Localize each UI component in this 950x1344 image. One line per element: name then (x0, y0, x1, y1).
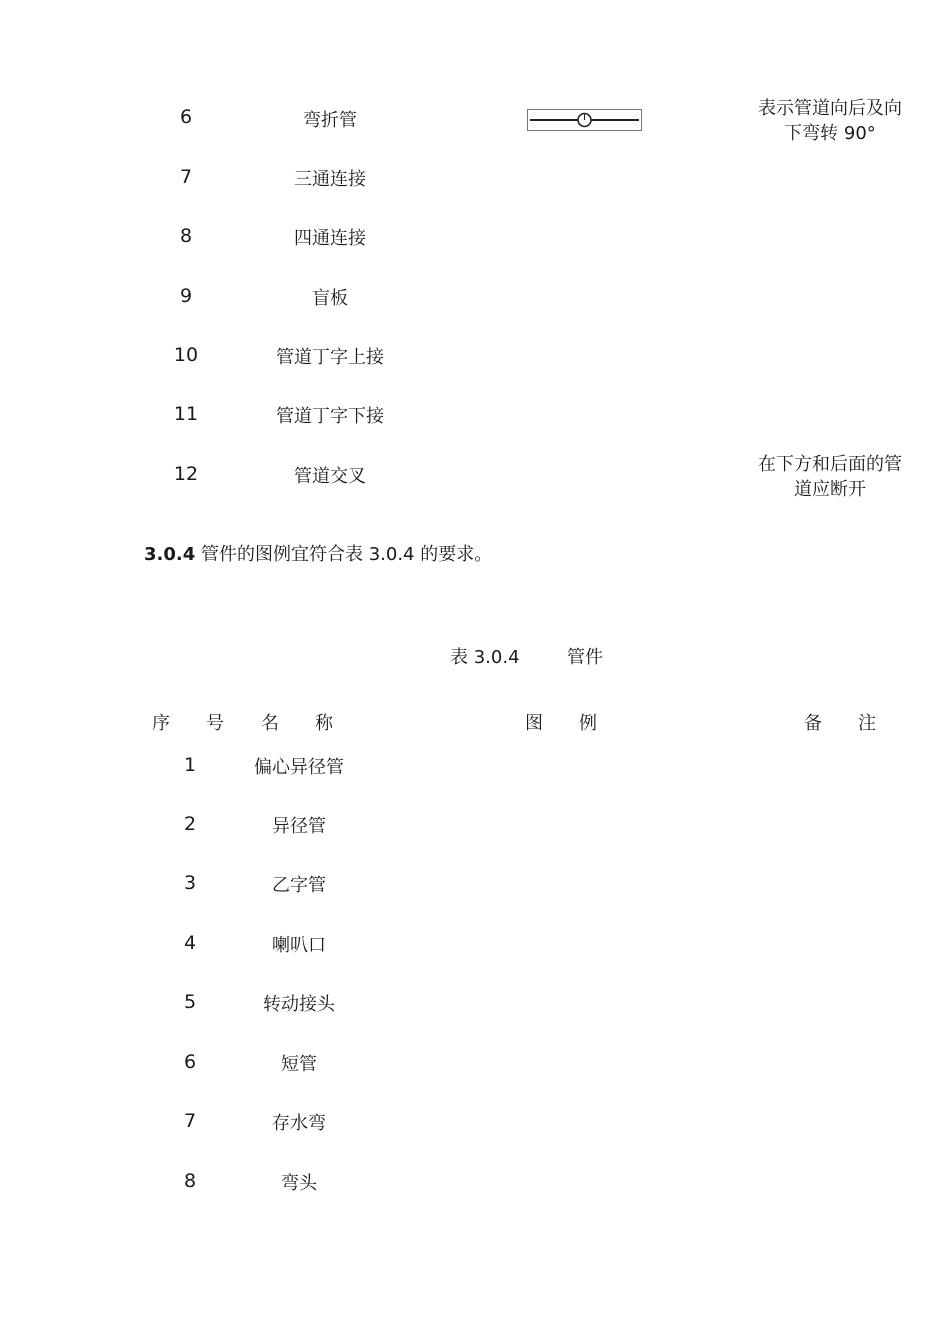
note-line: 在下方和后面的管 (758, 454, 902, 475)
row-name: 四通连接 (294, 228, 366, 249)
row-number: 8 (183, 1170, 197, 1192)
row-number: 5 (183, 991, 197, 1013)
header-legend: 图 例 (525, 713, 597, 734)
section-text: 管件的图例宜符合表 3.0.4 的要求。 (200, 544, 493, 565)
bent-pipe-svg (528, 110, 641, 130)
row-number: 7 (183, 1110, 197, 1132)
row-number: 3 (183, 872, 197, 894)
row-number: 8 (179, 225, 193, 247)
row-number: 9 (179, 285, 193, 307)
row-number: 6 (183, 1051, 197, 1073)
row-number: 12 (173, 463, 199, 485)
row-number: 4 (183, 932, 197, 954)
row-number: 1 (183, 754, 197, 776)
note-line: 道应断开 (794, 479, 866, 500)
note-line: 表示管道向后及向 (758, 98, 902, 119)
header-name: 名 称 (261, 713, 333, 734)
row-number: 2 (183, 813, 197, 835)
row-number: 11 (173, 403, 199, 425)
row-number: 6 (179, 106, 193, 128)
row-name: 管道丁字上接 (276, 347, 384, 368)
row-name: 短管 (281, 1054, 317, 1075)
bent-pipe-symbol-icon (527, 109, 642, 131)
row-name: 弯头 (281, 1173, 317, 1194)
header-remark: 备 注 (804, 713, 876, 734)
row-name: 乙字管 (272, 875, 326, 896)
row-note (758, 452, 902, 502)
section-number: 3.0.4 (144, 544, 196, 565)
row-name: 转动接头 (263, 994, 335, 1015)
table-caption-number: 表 3.0.4 (450, 647, 520, 668)
row-name: 三通连接 (294, 169, 366, 190)
row-name: 弯折管 (303, 110, 357, 131)
row-name: 偏心异径管 (254, 757, 344, 778)
note-line: 下弯转 90° (784, 123, 876, 144)
header-seq: 序 号 (152, 713, 224, 734)
row-number: 10 (173, 344, 199, 366)
row-name: 管道交叉 (294, 466, 366, 487)
table-caption (450, 643, 603, 669)
row-name: 异径管 (272, 816, 326, 837)
row-number: 7 (179, 166, 193, 188)
table-caption-title: 管件 (567, 647, 603, 668)
row-name: 喇叭口 (272, 935, 326, 956)
row-name: 存水弯 (272, 1113, 326, 1134)
row-name: 管道丁字下接 (276, 406, 384, 427)
row-note (758, 96, 902, 146)
section-paragraph (144, 540, 492, 566)
row-name: 盲板 (312, 288, 348, 309)
